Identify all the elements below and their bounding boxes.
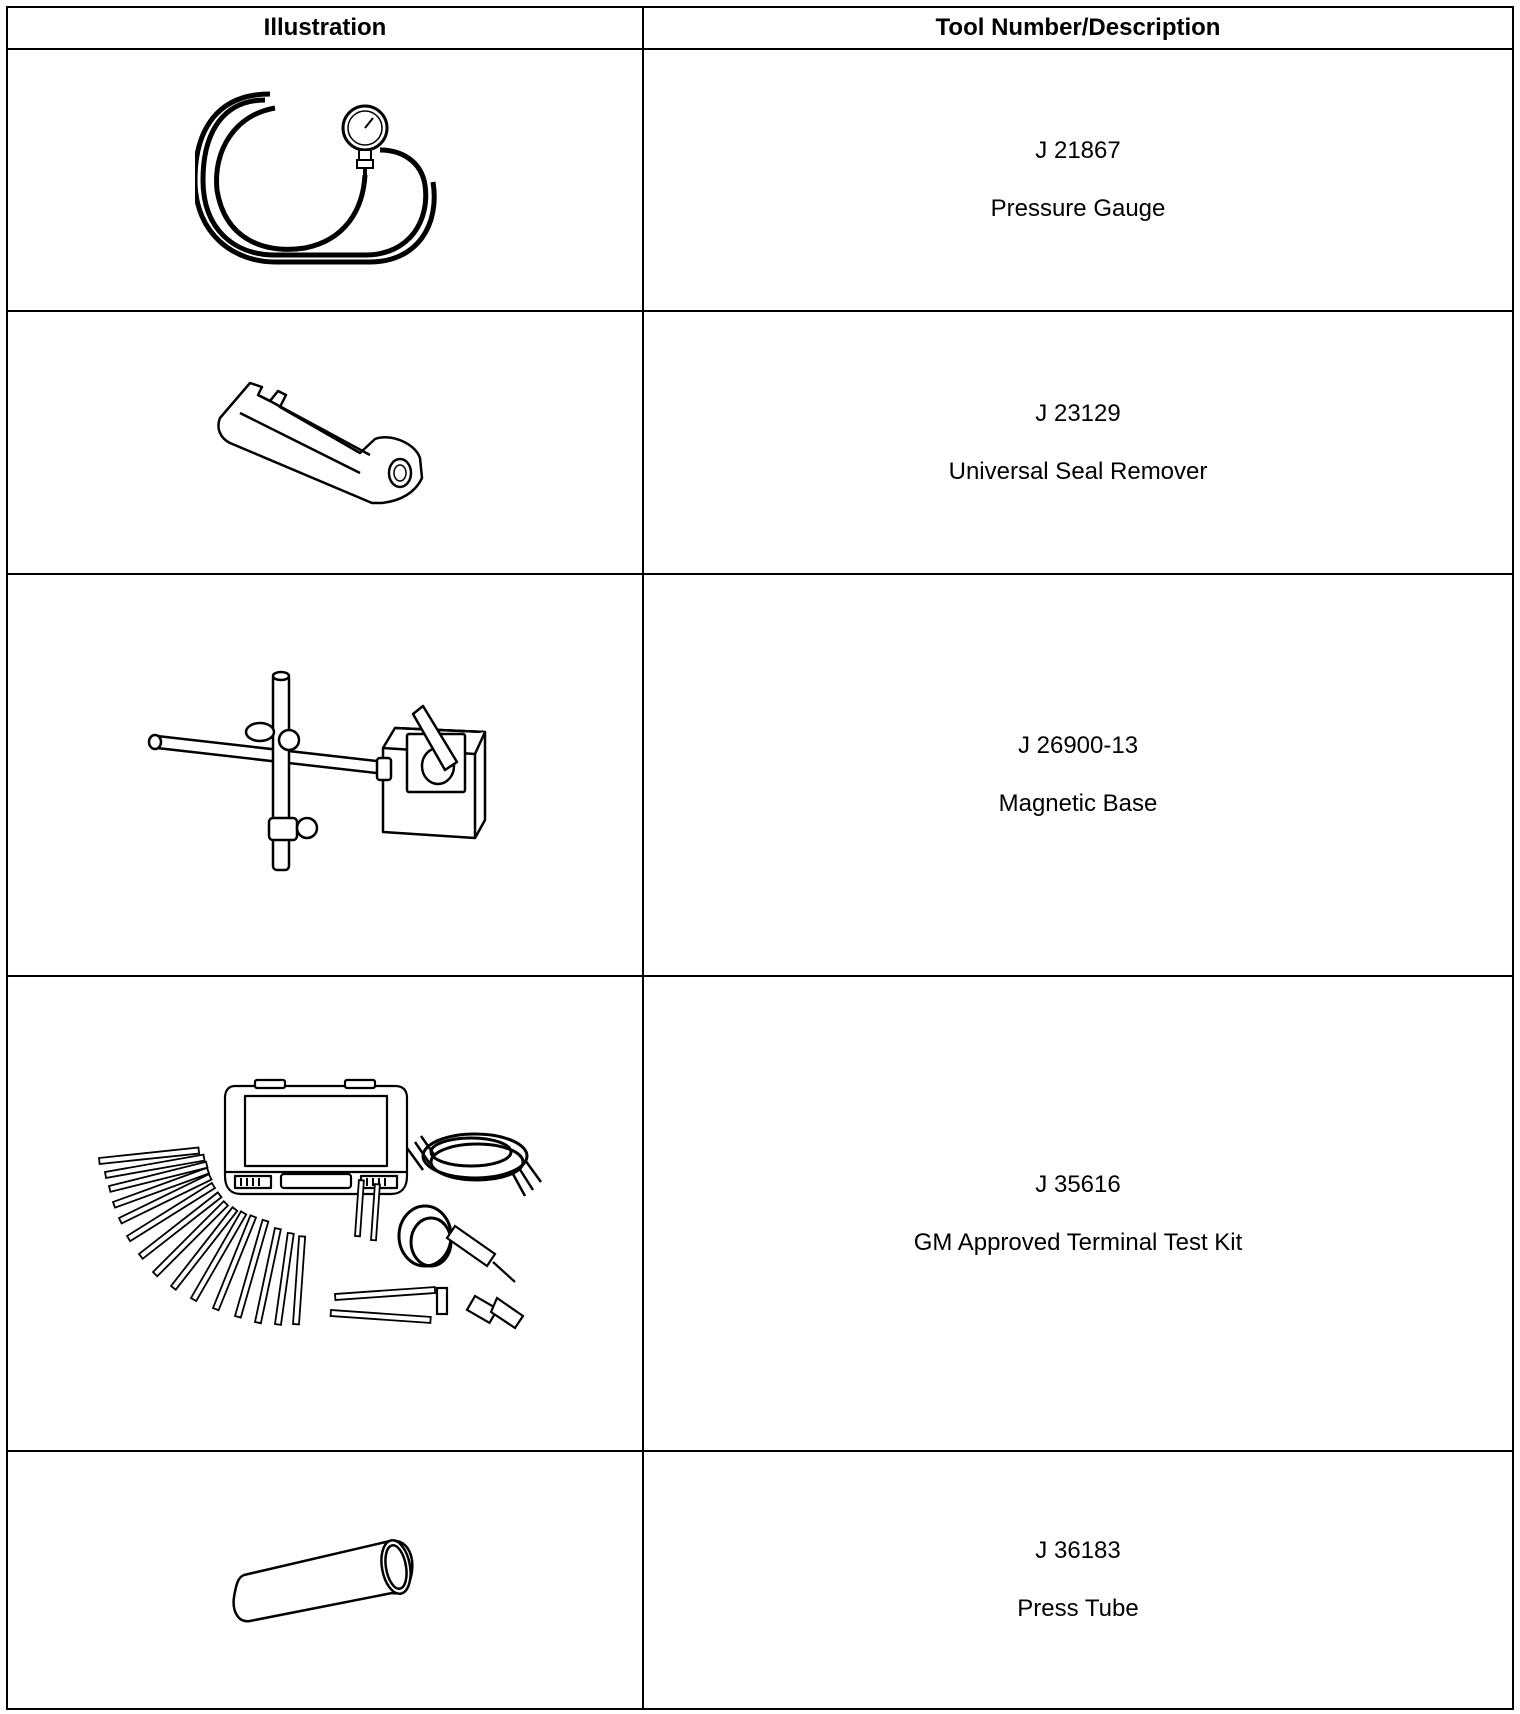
- description-cell: [643, 311, 1513, 574]
- description-cell: [643, 976, 1513, 1451]
- description-cell: [643, 574, 1513, 976]
- magnetic-base-icon: [145, 670, 505, 880]
- description-cell: [643, 49, 1513, 311]
- illustration-cell: [7, 311, 643, 574]
- header-row: [7, 7, 1513, 49]
- tool-name: Press Tube: [1017, 1595, 1139, 1622]
- illustration-cell: [7, 574, 643, 976]
- tool-number: J 21867: [1035, 137, 1121, 164]
- press-tube-icon: [230, 1535, 420, 1625]
- terminal-test-kit-icon: [95, 1076, 555, 1351]
- pressure-gauge-icon: [195, 90, 455, 270]
- tool-name: Magnetic Base: [998, 790, 1158, 817]
- tool-number: J 26900-13: [1017, 732, 1139, 759]
- tool-number: J 23129: [1035, 399, 1121, 427]
- description-cell: [643, 1451, 1513, 1709]
- illustration-cell: [7, 1451, 643, 1709]
- header-description: Tool Number/Description: [643, 7, 1513, 49]
- table-row: [7, 49, 1513, 311]
- header-illustration: Illustration: [7, 7, 643, 49]
- tool-name: Pressure Gauge: [990, 195, 1166, 222]
- tool-table: [6, 6, 1514, 1710]
- table-row: [7, 976, 1513, 1451]
- table-row: [7, 574, 1513, 976]
- table-row: [7, 311, 1513, 574]
- tool-name: GM Approved Terminal Test Kit: [913, 1228, 1243, 1256]
- tool-number: J 36183: [1035, 1537, 1121, 1564]
- seal-remover-icon: [210, 373, 440, 513]
- illustration-cell: [7, 49, 643, 311]
- table-row: [7, 1451, 1513, 1709]
- tool-number: J 35616: [1035, 1170, 1121, 1198]
- illustration-cell: [7, 976, 643, 1451]
- tool-name: Universal Seal Remover: [948, 457, 1208, 485]
